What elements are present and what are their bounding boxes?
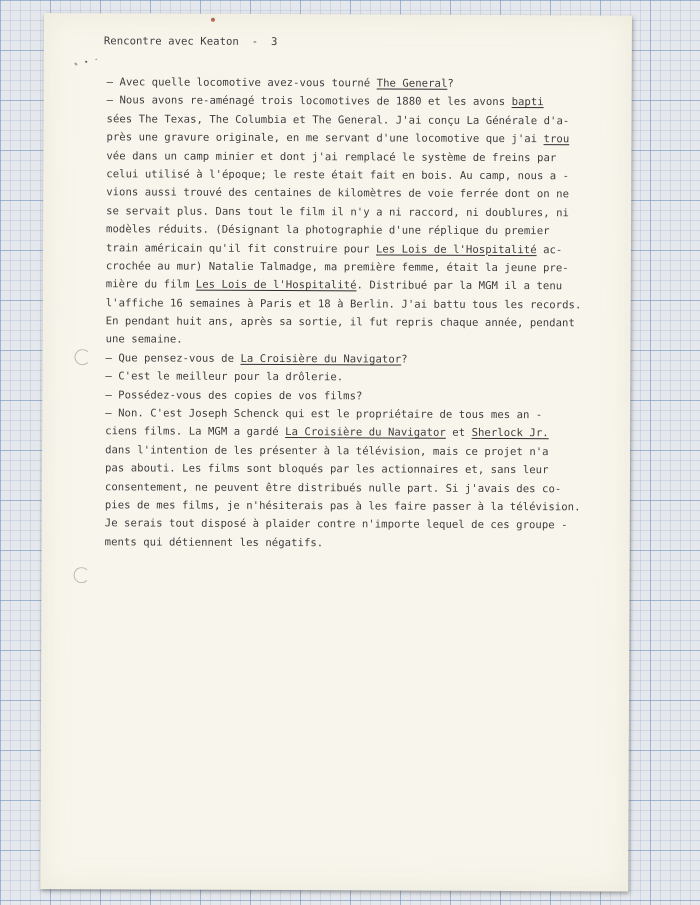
- text-segment: ac-: [536, 243, 563, 256]
- text-segment: sées The Texas, The Columbia et The General. J'ai conçu La Générale d'a-: [106, 113, 570, 128]
- text-segment: . Distribué par la MGM il a tenu: [356, 279, 563, 293]
- text-segment: ?: [447, 77, 454, 90]
- underlined-title: La Croisière du Navigator: [285, 426, 446, 440]
- underlined-title: The General: [376, 77, 448, 90]
- underlined-title: bapti: [511, 96, 544, 109]
- text-line: [106, 220, 626, 241]
- text-line: [106, 110, 626, 131]
- text-line: [105, 515, 625, 536]
- text-segment: — C'est le meilleur pour la drôlerie.: [105, 370, 344, 384]
- text-segment: En pendant huit ans, après sa sortie, il fut repris chaque année, pendant: [105, 315, 575, 330]
- text-segment: train américain qu'il fit construire pour: [105, 241, 376, 255]
- underlined-title: Les Lois de l'Hospitalité: [375, 242, 537, 256]
- text-line: [106, 312, 626, 333]
- header-dash: -: [251, 35, 259, 48]
- underlined-title: La Croisière du Navigator: [240, 352, 402, 366]
- text-line: [107, 73, 627, 94]
- text-segment: — Non. C'est Joseph Schenck qui est le propriétaire de tous mes an -: [105, 407, 543, 422]
- text-segment: ciens films. La MGM a gardé: [105, 425, 286, 439]
- text-segment: mière du film: [105, 278, 196, 291]
- page-number: 3: [271, 35, 278, 49]
- typed-content: [40, 13, 632, 892]
- text-line: [105, 349, 625, 370]
- text-segment: modèles réduits. (Désignant la photographie d'une réplique du premier: [106, 223, 550, 238]
- text-segment: ments qui détiennent les négatifs.: [104, 536, 324, 549]
- text-line: [106, 202, 626, 223]
- underlined-title: trou: [543, 133, 570, 146]
- text-line: [105, 459, 625, 480]
- text-segment: Je serais tout disposé à plaider contre n'importe lequel de ces groupe -: [104, 517, 568, 532]
- interview-text: [105, 73, 627, 553]
- running-title: Rencontre avec Keaton: [103, 35, 239, 48]
- text-line: [105, 478, 625, 499]
- text-segment: — Que pensez-vous de: [105, 352, 241, 365]
- text-segment: — Possédez-vous des copies de vos films?: [105, 388, 363, 403]
- text-line: [106, 239, 626, 260]
- text-segment: se servait plus. Dans tout le film il n'y a ni raccord, ni doublures, ni: [106, 205, 569, 220]
- text-segment: vée dans un camp minier et dont j'ai remplacé le système de freins par: [106, 149, 557, 164]
- text-segment: celui utilisé à l'époque; le reste était fait en bois. Au camp, nous a -: [106, 168, 570, 183]
- text-segment: crochée au mur) Natalie Talmadge, ma première femme, était la jeune pre-: [105, 260, 569, 275]
- text-line: [106, 276, 626, 297]
- text-segment: ?: [401, 353, 408, 366]
- text-line: [105, 386, 625, 407]
- underlined-title: Les Lois de l'Hospitalité: [195, 278, 357, 292]
- text-segment: consentement, ne peuvent être distribués nulle part. Si j'avais des co-: [104, 480, 562, 495]
- typewritten-page: [40, 13, 632, 892]
- text-line: [105, 423, 625, 444]
- text-line: [106, 331, 626, 352]
- text-segment: dans l'intention de les présenter à la télévision, mais ce projet n'a: [105, 444, 549, 459]
- text-segment: vions aussi trouvé des centaines de kilomètres de voie ferrée dont on ne: [106, 186, 570, 201]
- text-line: [105, 404, 625, 425]
- text-segment: une semaine.: [105, 333, 183, 347]
- text-segment: — Avec quelle locomotive avez-vous tourné: [106, 76, 377, 90]
- text-line: [106, 257, 626, 278]
- text-line: [105, 533, 625, 554]
- text-segment: l'affiche 16 semaines à Paris et 18 à Berlin. J'ai battu tous les records.: [105, 296, 582, 312]
- text-segment: — Nous avons re-aménagé trois locomotives de 1880 et les avons: [106, 94, 512, 109]
- underlined-title: Sherlock Jr.: [471, 427, 549, 440]
- text-line: [105, 441, 625, 462]
- margin-mark: * • -: [73, 54, 101, 70]
- text-line: [106, 294, 626, 315]
- text-line: [106, 147, 626, 168]
- text-line: [106, 128, 626, 149]
- text-line: [105, 496, 625, 517]
- text-segment: pas abouti. Les films sont bloqués par les actionnaires et, sans leur: [104, 462, 549, 477]
- text-segment: et: [445, 427, 472, 440]
- page-header: [104, 35, 278, 48]
- text-line: [106, 165, 626, 186]
- text-segment: près une gravure originale, en me servant d'une locomotive que j'ai: [106, 131, 544, 146]
- text-line: [107, 92, 627, 113]
- text-segment: pies de mes films, je n'hésiterais pas à les faire passer à la télévision.: [104, 499, 581, 514]
- text-line: [105, 368, 625, 389]
- text-line: [106, 184, 626, 205]
